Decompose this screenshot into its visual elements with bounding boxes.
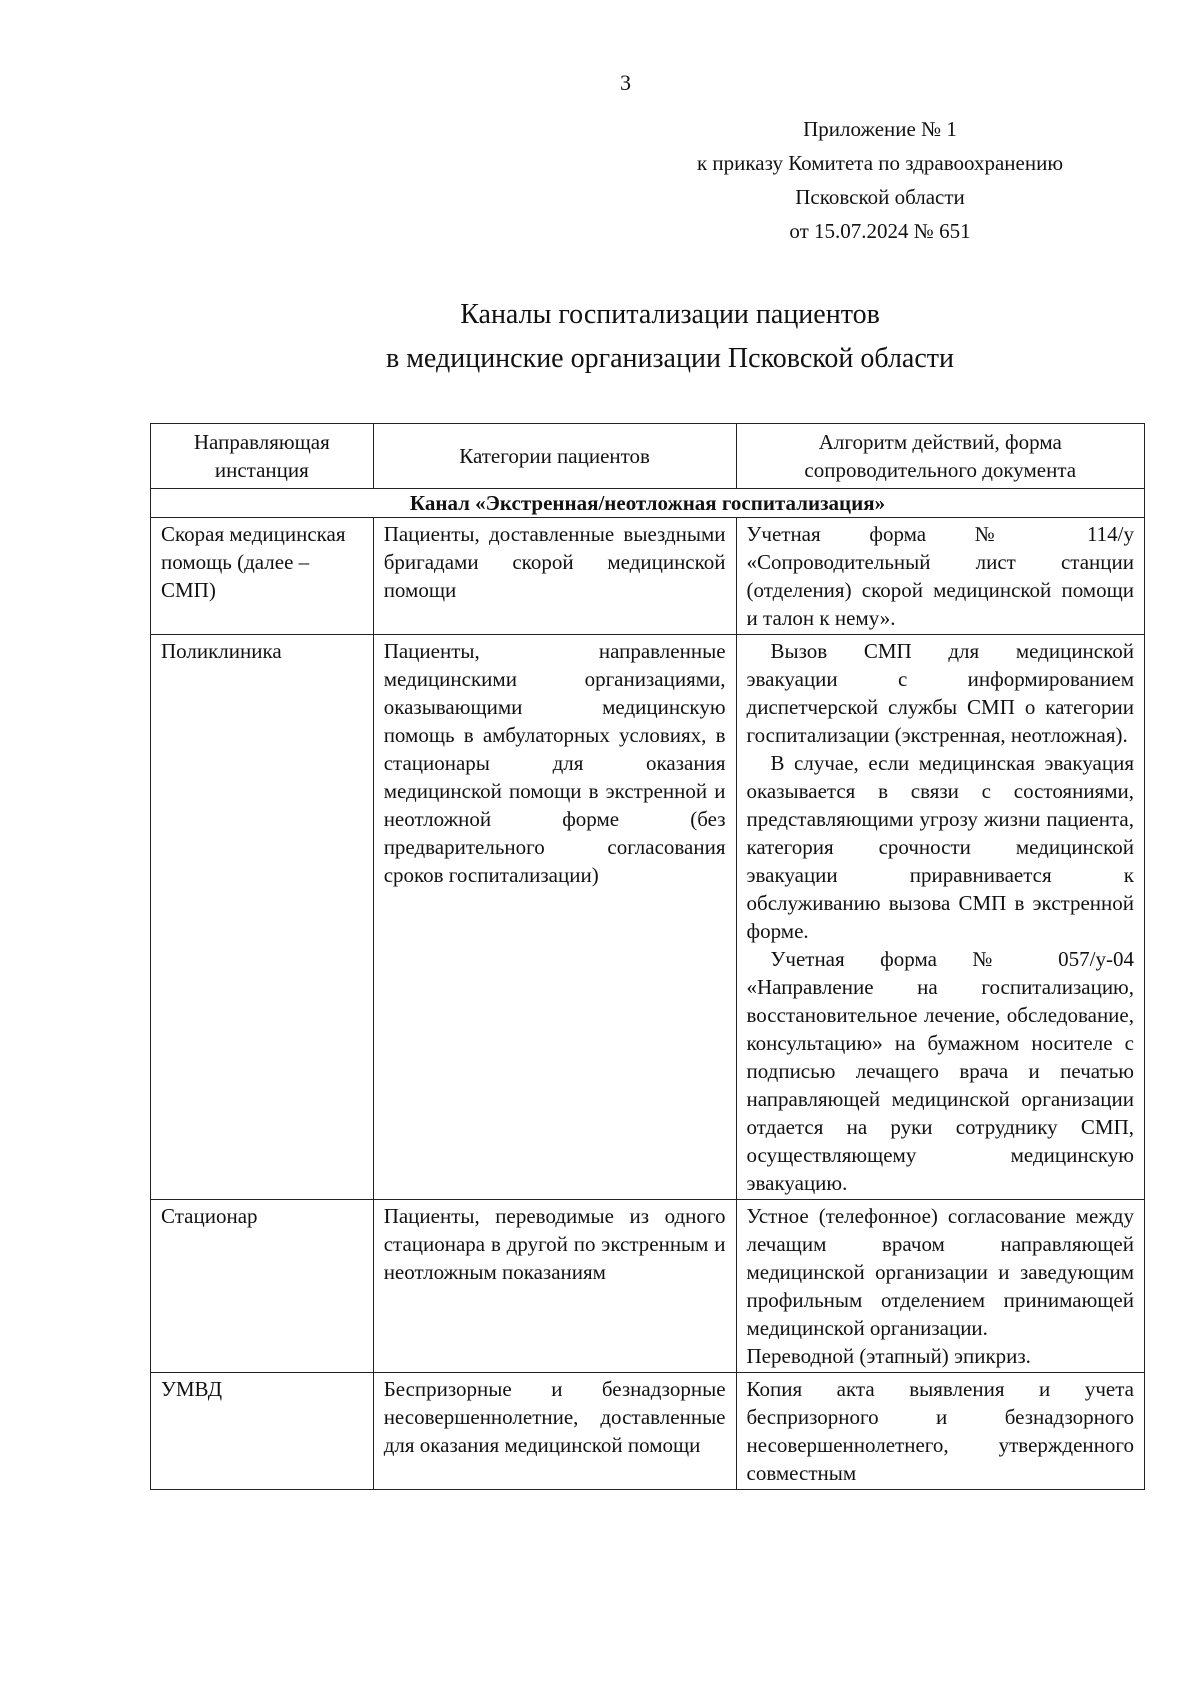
row-instance: УМВД — [151, 1373, 374, 1490]
row-category: Пациенты, доставленные выездными бригадами скорой медицинской помощи — [373, 518, 736, 635]
algorithm-paragraph: Копия акта выявления и учета беспризорного и безнадзорного несовершеннолетнего, утвержденного совместным — [746, 1377, 1134, 1485]
table-row — [151, 518, 1145, 635]
row-algorithm — [736, 518, 1144, 635]
appendix-block — [600, 112, 1160, 248]
title-line-2: в медицинские организации Псковской области — [385, 343, 955, 374]
algorithm-paragraph: Устное (телефонное) согласование между лечащим врачом направляющей медицинской организации и заведующим профильным отделением принимающей медицинской организации. — [746, 1204, 1134, 1340]
row-instance: Скорая медицинская помощь (далее – СМП) — [151, 518, 374, 635]
title-line-1: Каналы госпитализации пациентов — [460, 299, 880, 330]
section-title: Канал «Экстренная/неотложная госпитализация» — [151, 489, 1145, 518]
row-category: Пациенты, направленные медицинскими организациями, оказывающими медицинскую помощь в амбулаторных условиях, в стационары для оказания медицинской помощи в экстренной и неотложной форме (без предварительного согласования сроков госпитализации) — [373, 635, 736, 1200]
algorithm-paragraph: Учетная форма № 057/у-04 «Направление на госпитализацию, восстановительное лечение, обследование, консультацию» на бумажном носителе с подписью лечащего врача и печатью направляющей медицинской организации отдается на руки сотруднику СМП, осуществляющему медицинскую эвакуацию. — [746, 947, 1134, 1195]
header-category: Категории пациентов — [373, 424, 736, 489]
page-number: 3 — [620, 70, 631, 95]
row-algorithm — [736, 1200, 1144, 1373]
row-category: Беспризорные и безнадзорные несовершеннолетние, доставленные для оказания медицинской помощи — [373, 1373, 736, 1490]
table-row — [151, 635, 1145, 1200]
appendix-line-1: Приложение № 1 — [803, 117, 957, 141]
document-title — [150, 293, 1190, 381]
section-row — [151, 489, 1145, 518]
algorithm-paragraph: Вызов СМП для медицинской эвакуации с информированием диспетчерской службы СМП о категории госпитализации (экстренная, неотложная). — [746, 639, 1134, 747]
header-instance: Направляющая инстанция — [151, 424, 374, 489]
appendix-line-2: к приказу Комитета по здравоохранению — [696, 151, 1064, 175]
table-row — [151, 1373, 1145, 1490]
row-algorithm — [736, 635, 1144, 1200]
row-instance: Стационар — [151, 1200, 374, 1373]
appendix-line-4: от 15.07.2024 № 651 — [789, 219, 971, 243]
hospitalization-channels-table — [150, 423, 1145, 1490]
row-instance: Поликлиника — [151, 635, 374, 1200]
table-header-row — [151, 424, 1145, 489]
algorithm-paragraph: В случае, если медицинская эвакуация оказывается в связи с состояниями, представляющими угрозу жизни пациента, категория срочности медицинской эвакуации приравнивается к обслуживанию вызова СМП в экстренной форме. — [746, 751, 1134, 943]
algorithm-paragraph: Учетная форма № 114/у «Сопроводительный лист станции (отделения) скорой медицинской помощи и талон к нему». — [746, 522, 1134, 630]
appendix-line-3: Псковской области — [795, 185, 965, 209]
header-algorithm: Алгоритм действий, форма сопроводительного документа — [736, 424, 1144, 489]
table-row — [151, 1200, 1145, 1373]
row-algorithm — [736, 1373, 1144, 1490]
row-category: Пациенты, переводимые из одного стационара в другой по экстренным и неотложным показаниям — [373, 1200, 736, 1373]
algorithm-paragraph: Переводной (этапный) эпикриз. — [746, 1344, 1031, 1368]
